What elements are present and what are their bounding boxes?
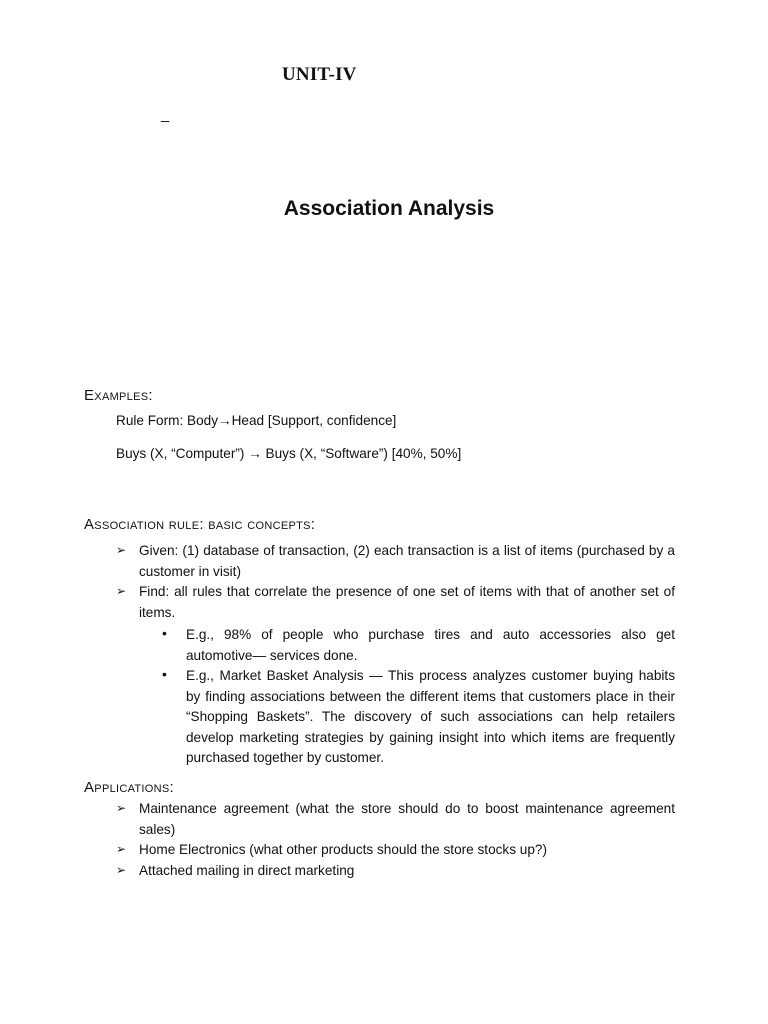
unit-heading: UNIT-IV [282, 64, 357, 85]
right-arrow-icon: → [248, 446, 262, 461]
concepts-heading: Association rule: basic concepts: [84, 516, 316, 533]
buys-pre: Buys (X, “Computer”) [116, 446, 249, 461]
examples-heading: Examples: [84, 387, 153, 404]
sub-item-market-basket: E.g., Market Basket Analysis — This process analyzes customer buying habits by finding associations between the different items that customers place in their “Shopping Baskets”. The discovery of such associations can help retailers develop marketing strategies by gaining insight into which items are frequently purchased together by customer. [186, 668, 675, 766]
right-arrow-icon: → [218, 413, 232, 428]
dash-mark: _ [161, 106, 170, 123]
buys-post: Buys (X, “Software”) [40%, 50%] [261, 446, 462, 461]
application-item: Home Electronics (what other products should the store stocks up?) [139, 842, 548, 857]
rule-form-pre: Rule Form: Body [116, 413, 218, 428]
find-item: Find: all rules that correlate the presence of one set of items with that of another set of items. [139, 584, 675, 620]
sub-item-tires: E.g., 98% of people who purchase tires and auto accessories also get automotive— services done. [186, 627, 675, 663]
arrow-bullet-icon: ➢ [116, 842, 127, 856]
dot-bullet-icon: • [162, 625, 167, 641]
dot-bullet-icon: • [162, 666, 167, 682]
application-item: Maintenance agreement (what the store should do to boost maintenance agreement sales) [139, 801, 675, 837]
buys-example-line [116, 444, 461, 465]
rule-form-line [116, 411, 396, 432]
arrow-bullet-icon: ➢ [116, 584, 127, 598]
page-title: Association Analysis [283, 197, 495, 220]
arrow-bullet-icon: ➢ [116, 543, 127, 557]
applications-heading: Applications: [84, 779, 174, 796]
application-item: Attached mailing in direct marketing [139, 863, 355, 878]
arrow-bullet-icon: ➢ [116, 801, 127, 815]
given-item: Given: (1) database of transaction, (2) each transaction is a list of items (purchased by a customer in visit) [139, 543, 675, 579]
rule-form-post: Head [Support, confidence] [231, 413, 397, 428]
arrow-bullet-icon: ➢ [116, 863, 127, 877]
